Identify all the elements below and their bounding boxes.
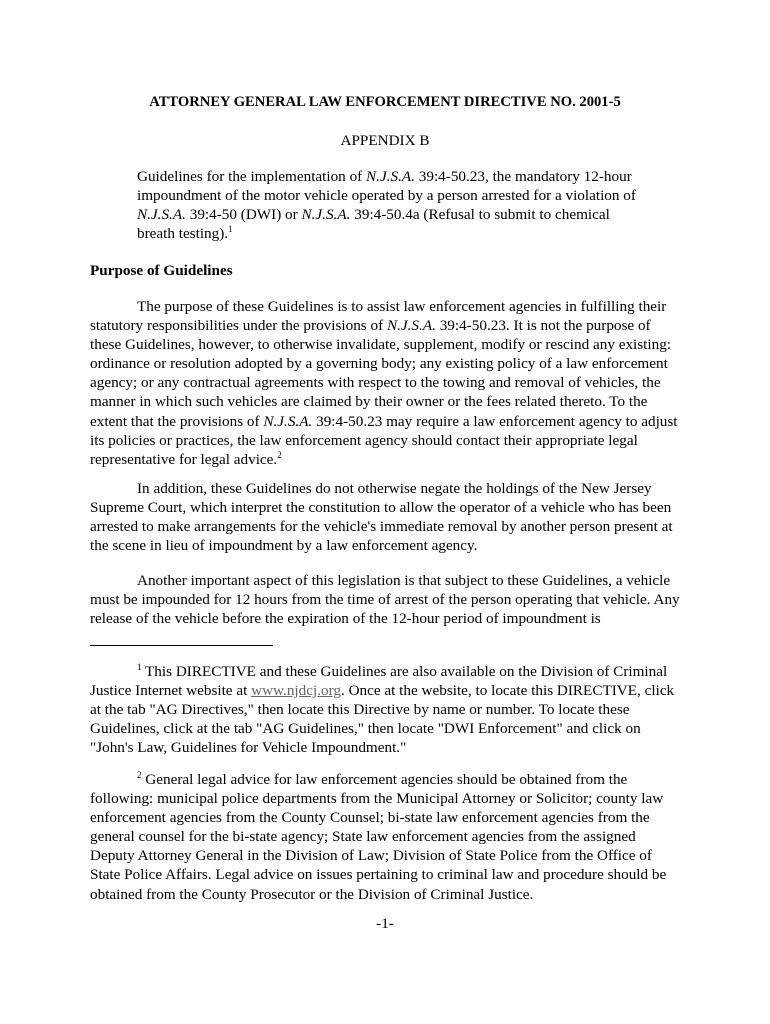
page-number: -1- <box>376 915 394 932</box>
footnote-separator <box>90 645 273 646</box>
appendix-label: APPENDIX B <box>340 132 430 149</box>
footnote-ref-1: 1 <box>228 224 233 235</box>
intro-paragraph: Guidelines for the implementation of N.J.S.A. 39:4-50.23, the mandatory 12-hour impoundment of the motor vehicle operated by a person arrested for a violation of N.J.S.A. 39:4-50 (DWI) or N.J.S.A. 39:4-50.4a (Refusal to submit to chemical breath testing).$^1$ <box>137 168 636 243</box>
footnote-ref-2: 2 <box>277 449 282 460</box>
website-link[interactable]: www.njdcj.org <box>251 682 341 700</box>
section-heading: Purpose of Guidelines <box>90 262 233 279</box>
purpose-paragraph: The purpose of these Guidelines is to assist law enforcement agencies in fulfilling their statutory responsibilities under the provisions of N.J.S.A. 39:4-50.23. It is not the purpose of these Guidelines, however, to otherwise invalidate, supplement, modify or rescind any existing: ordinance or resolution adopted by a governing body; any existing policy of a law enforcement agency; or any contractual agreements with respect to the towing and removal of vehicles, the manner in which such vehicles are claimed by their owner or the fees related thereto. To the extent that the provisions of N.J.S.A. 39:4-50.23 may require a law enforcement agency to adjust its policies or practices, the law enforcement agency should contact their appropriate legal representative for legal advice.$^2$ <box>90 298 678 468</box>
directive-title: ATTORNEY GENERAL LAW ENFORCEMENT DIRECTIVE NO. 2001-5 <box>149 94 621 110</box>
footnote-2: $^2$ General legal advice for law enforcement agencies should be obtained from the following: municipal police departments from the Municipal Attorney or Solicitor; county law enforcement agencies from the County Counsel; bi-state law enforcement agencies from the general counsel for the bi-state agency; State law enforcement agencies from the assigned Deputy Attorney General in the Division of Law; Division of State Police from the Office of State Police Affairs. Legal advice on issues pertaining to criminal law and procedure should be obtained from the County Prosecutor or the Division of Criminal Justice. <box>90 770 667 903</box>
holdings-paragraph: In addition, these Guidelines do not otherwise negate the holdings of the New Jersey Supreme Court, which interpret the constitution to allow the operator of a vehicle who has been arrested to make arrangements for the vehicle's immediate removal by another person present at the scene in lieu of impoundment by a law enforcement agency. <box>90 480 673 555</box>
impoundment-paragraph: Another important aspect of this legislation is that subject to these Guidelines, a vehicle must be impounded for 12 hours from the time of arrest of the person operating that vehicle. Any release of the vehicle before the expiration of the 12-hour period of impoundment is <box>90 572 680 628</box>
footnote-1: $^1$ This DIRECTIVE and these Guidelines are also available on the Division of Criminal Justice Internet website at www.njdcj.org. Once at the website, to locate this DIRECTIVE, click at the tab "AG Directives," then locate this Directive by name or number. To locate these Guidelines, click at the tab "AG Guidelines," then locate "DWI Enforcement" and click on "John's Law, Guidelines for Vehicle Impoundment." <box>90 662 675 757</box>
